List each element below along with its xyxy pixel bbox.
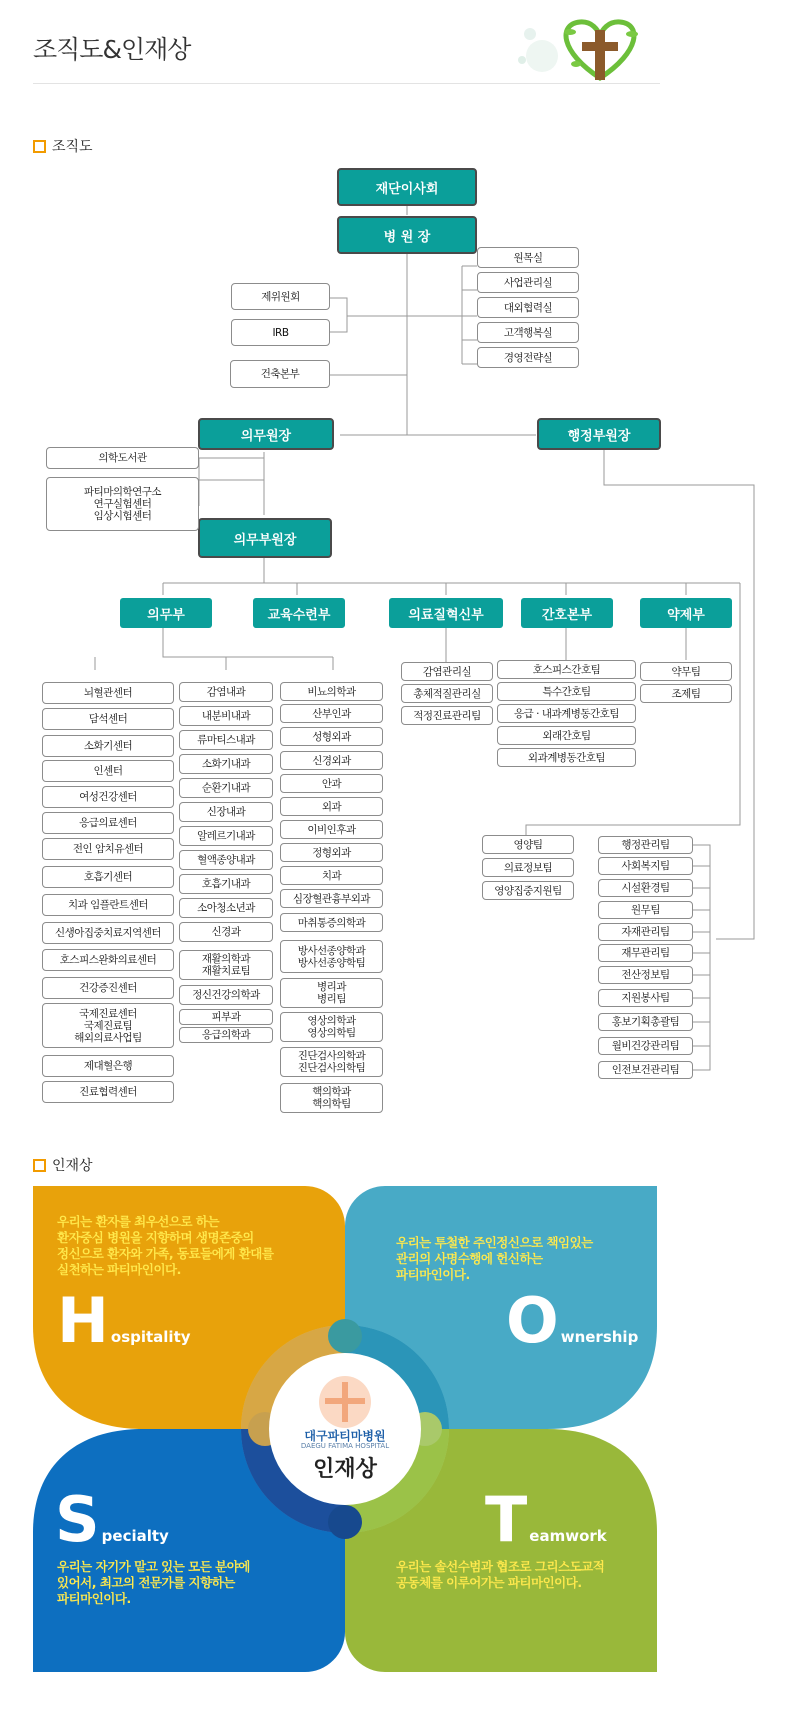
- ownership-word: wnership: [560, 1328, 639, 1346]
- nursing-team-box: 호스피스간호팀: [497, 660, 636, 679]
- admin-team-box: 영양팀: [482, 835, 574, 854]
- committee-box: 제위원회: [231, 283, 330, 310]
- center-box: 응급의료센터: [42, 812, 174, 834]
- department-box: 마취통증의학과: [280, 913, 383, 932]
- center-box: 치과 임플란트센터: [42, 894, 174, 916]
- center-box: 소화기센터: [42, 735, 174, 757]
- department-box: 호흡기내과: [179, 874, 273, 894]
- center-box: 호흡기센터: [42, 866, 174, 888]
- center-title: 인재상: [313, 1457, 377, 1482]
- talent-diagram: [33, 1186, 657, 1672]
- pharmacy-team-box: 조제팀: [640, 684, 732, 703]
- teamwork-text: 우리는 솔선수범과 협조로 그리스도교적 공동체를 이루어가는 파티마인이다.: [396, 1559, 605, 1590]
- nursing-team-box: 응급 · 내과계병동간호팀: [497, 704, 636, 723]
- center-box: 진료협력센터: [42, 1081, 174, 1103]
- department-box: 성형외과: [280, 727, 383, 746]
- org-chart-heading-label: 조직도: [52, 139, 93, 155]
- department-box: 치과: [280, 866, 383, 885]
- director-office-box: 경영전략실: [477, 347, 579, 368]
- medical-director-box: 의무원장: [198, 418, 334, 450]
- admin-team-box: 재무관리팀: [598, 944, 693, 962]
- specialty-text: 우리는 자기가 맡고 있는 모든 분야에 있어서, 최고의 전문가를 지향하는 파티마인이다.: [57, 1559, 250, 1606]
- admin-team-box: 월비건강관리팀: [598, 1037, 693, 1055]
- director-office-box: 대외협력실: [477, 297, 579, 318]
- page-title: 조직도&인재상: [33, 35, 191, 64]
- division-box: 약제부: [640, 598, 732, 628]
- department-box: 소아청소년과: [179, 898, 273, 918]
- admin-team-box: 영양집중지원팀: [482, 881, 574, 900]
- department-box: 혈액종양내과: [179, 850, 273, 870]
- teamwork-letter: T: [485, 1483, 528, 1556]
- center-box: 인센터: [42, 760, 174, 782]
- admin-team-box: 지원봉사팀: [598, 989, 693, 1007]
- quality-team-box: 적정진료관리팀: [401, 706, 493, 725]
- specialty-label: [55, 1483, 169, 1556]
- center-box: 전인 암치유센터: [42, 838, 174, 860]
- center-hospital-name-en: DAEGU FATIMA HOSPITAL: [300, 1442, 390, 1450]
- director-office-box: 원목실: [477, 247, 579, 268]
- talent-heading-label: 인재상: [52, 1158, 93, 1174]
- hospitality-text: 우리는 환자를 최우선으로 하는 환자중심 병원을 지향하며 생명존중의 정신으로 환자와 가족, 동료들에게 환대를 실천하는 파티마인이다.: [57, 1214, 274, 1277]
- admin-team-box: 의료정보팀: [482, 858, 574, 877]
- center-box: 건강증진센터: [42, 977, 174, 999]
- admin-team-box: 시설환경팀: [598, 879, 693, 897]
- hospitality-label: [57, 1284, 191, 1357]
- foundation-box: 재단이사회: [337, 168, 477, 206]
- department-box: 이비인후과: [280, 820, 383, 839]
- teamwork-label: [485, 1483, 607, 1556]
- admin-team-box: 인전보건관리팀: [598, 1061, 693, 1079]
- nursing-team-box: 특수간호팀: [497, 682, 636, 701]
- admin-team-box: 홍보기획총괄팀: [598, 1013, 693, 1031]
- bullet-square-icon: [33, 1159, 46, 1172]
- department-box: 내분비내과: [179, 706, 273, 726]
- center-box: 제대혈은행: [42, 1055, 174, 1077]
- quality-team-box: 감염관리실: [401, 662, 493, 681]
- department-box: 외과: [280, 797, 383, 816]
- research-institute-box: 파티마의학연구소 연구실험센터 임상시험센터: [46, 477, 199, 531]
- nursing-team-box: 외과계병동간호팀: [497, 748, 636, 767]
- department-box: 핵의학과 핵의학팀: [280, 1083, 383, 1113]
- pharmacy-team-box: 약무팀: [640, 662, 732, 681]
- department-box: 안과: [280, 774, 383, 793]
- department-box: 정신건강의학과: [179, 985, 273, 1005]
- admin-director-box: 행정부원장: [537, 418, 661, 450]
- admin-team-box: 자재관리팀: [598, 923, 693, 941]
- department-box: 소화기내과: [179, 754, 273, 774]
- department-box: 감염내과: [179, 682, 273, 702]
- hospitality-word: ospitality: [110, 1328, 191, 1346]
- library-box: 의학도서관: [46, 447, 199, 469]
- director-office-box: 사업관리실: [477, 272, 579, 293]
- department-box: 산부인과: [280, 704, 383, 723]
- division-box: 의료질혁신부: [389, 598, 503, 628]
- department-box: 병리과 병리팀: [280, 978, 383, 1008]
- department-box: 신장내과: [179, 802, 273, 822]
- center-box: 신생아집중치료지역센터: [42, 922, 174, 944]
- admin-team-box: 사회복지팀: [598, 857, 693, 875]
- department-box: 신경과: [179, 922, 273, 942]
- teamwork-word: eamwork: [529, 1527, 607, 1545]
- department-box: 비뇨의학과: [280, 682, 383, 701]
- department-box: 알레르기내과: [179, 826, 273, 846]
- hospital-director-box: 병 원 장: [337, 216, 477, 254]
- department-box: 순환기내과: [179, 778, 273, 798]
- admin-team-box: 원무팀: [598, 901, 693, 919]
- center-hospital-name: 대구파티마병원: [304, 1429, 386, 1443]
- ownership-label: [506, 1284, 639, 1357]
- committee-box: 건축본부: [230, 360, 330, 388]
- department-box: 영상의학과 영상의학팀: [280, 1012, 383, 1042]
- division-box: 교육수련부: [253, 598, 345, 628]
- nursing-team-box: 외래간호팀: [497, 726, 636, 745]
- department-box: 신경외과: [280, 751, 383, 770]
- department-box: 방사선종양학과 방사선종양학팀: [280, 940, 383, 973]
- vice-medical-director-box: 의무부원장: [198, 518, 332, 558]
- division-box: 의무부: [120, 598, 212, 628]
- division-box: 간호본부: [521, 598, 613, 628]
- department-box: 심장혈관흉부외과: [280, 889, 383, 908]
- department-box: 진단검사의학과 진단검사의학팀: [280, 1047, 383, 1077]
- ownership-letter: O: [506, 1284, 559, 1357]
- center-box: 국제진료센터 국제진료팀 해외의료사업팀: [42, 1003, 174, 1048]
- talent-heading: [33, 1155, 93, 1175]
- department-box: 류마티스내과: [179, 730, 273, 750]
- committee-box: IRB: [231, 319, 330, 346]
- center-box: 호스피스완화의료센터: [42, 949, 174, 971]
- director-office-box: 고객행복실: [477, 322, 579, 343]
- ownership-text: 우리는 투철한 주인정신으로 책임있는 관리의 사명수행에 헌신하는 파티마인이다.: [396, 1235, 593, 1282]
- department-box: 정형외과: [280, 843, 383, 862]
- specialty-letter: S: [55, 1483, 100, 1556]
- department-box: 재활의학과 재활치료팀: [179, 950, 273, 980]
- center-box: 담석센터: [42, 708, 174, 730]
- department-box: 피부과: [179, 1009, 273, 1025]
- admin-team-box: 행정관리팀: [598, 836, 693, 854]
- admin-team-box: 전산정보팀: [598, 966, 693, 984]
- specialty-word: pecialty: [101, 1527, 169, 1545]
- quality-team-box: 총체적질관리실: [401, 684, 493, 703]
- department-box: 응급의학과: [179, 1027, 273, 1043]
- center-box: 뇌혈관센터: [42, 682, 174, 704]
- hospitality-letter: H: [57, 1284, 109, 1357]
- center-box: 여성건강센터: [42, 786, 174, 808]
